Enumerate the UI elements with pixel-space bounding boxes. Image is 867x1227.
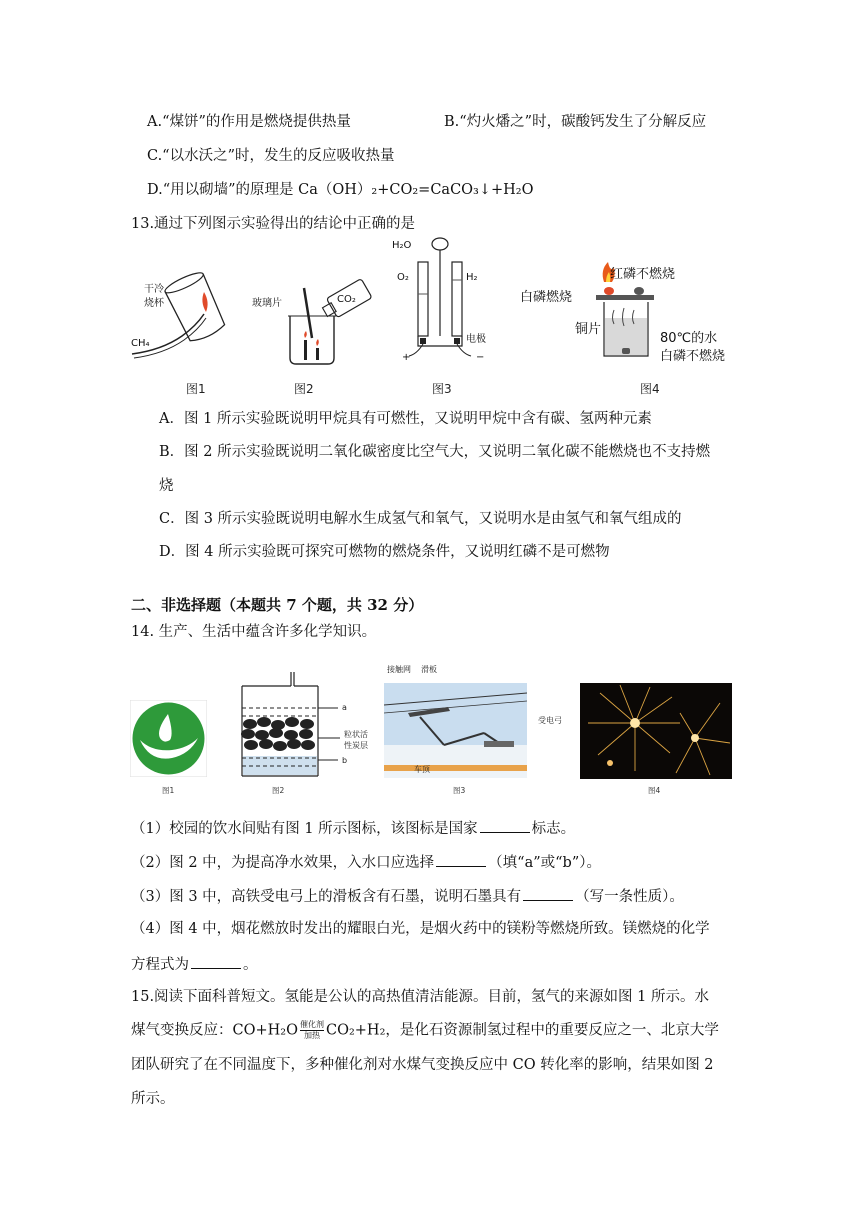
q15-equation-left: 煤气变换反应：CO+H₂O	[131, 1022, 298, 1039]
q13-option-b-1: B．图 2 所示实验既说明二氧化碳密度比空气大，又说明二氧化碳不能燃烧也不支持燃	[159, 444, 711, 460]
q14-sub-1-text: （1）校园的饮水间贴有图 1 所示图标，该图标是国家	[131, 821, 478, 837]
q14-sub-3	[131, 886, 684, 906]
q12-option-d: D.“用以砌墙”的原理是 Ca（OH）₂+CO₂=CaCO₃↓+H₂O	[147, 182, 534, 198]
q12-option-b: B.“灼火燔之”时，碳酸钙发生了分解反应	[444, 114, 707, 130]
fig3-label-electrode: 电极	[466, 334, 486, 345]
fig2-caption: 图2	[294, 382, 314, 396]
q14-sub-2-text: （2）图 2 中，为提高净水效果，入水口应选择	[131, 855, 435, 871]
q14-sub-3-blank[interactable]	[523, 886, 573, 901]
fig3-label-o2: O₂	[397, 272, 409, 283]
q13-stem: 13.通过下列图示实验得出的结论中正确的是	[131, 216, 416, 232]
fig4-label-red-p: 红磷不燃烧	[610, 267, 676, 282]
q14-sub-3-text: （3）图 3 中，高铁受电弓上的滑板含有石墨，说明石墨具有	[131, 889, 522, 905]
q14-sub-1-blank[interactable]	[480, 818, 530, 833]
q15-cond-bottom: 加热	[300, 1030, 324, 1041]
fig4-label-water: 80℃的水	[660, 331, 718, 346]
fig2-label-gas: CO₂	[337, 294, 356, 305]
fig4-label-white-p-under: 白磷不燃烧	[660, 349, 726, 364]
q14-fig1-logo	[130, 700, 207, 777]
fig3-label-minus: −	[476, 352, 485, 363]
q13-option-c: C．图 3 所示实验既说明电解水生成氢气和氧气，又说明水是由氢气和氧气组成的	[159, 511, 682, 527]
q14-fig2-label-layer-2: 性炭层	[344, 741, 368, 750]
fig2-label-plate: 玻璃片	[252, 298, 282, 309]
q14-fig3-label-wire: 接触网	[387, 665, 411, 674]
q14-sub-4-line-1: （4）图 4 中，烟花燃放时发出的耀眼白光，是烟火药中的镁粉等燃烧所致。镁燃烧的化学	[131, 921, 710, 937]
q14-sub-1	[131, 818, 575, 838]
fig3-drawing	[390, 236, 500, 368]
fig4-label-copper: 铜片	[575, 322, 602, 337]
q15-line-1: 15.阅读下面科普短文。氢能是公认的高热值清洁能源。目前，氢气的来源如图 1 所示。水	[131, 989, 709, 1005]
q14-sub-1-end: 标志。	[531, 821, 576, 837]
section-2-heading: 二、非选择题（本题共 7 个题，共 32 分）	[131, 596, 424, 614]
fig2-drawing	[248, 278, 373, 370]
q14-fig3-caption: 图3	[453, 786, 466, 795]
q15-line-2	[131, 1020, 719, 1041]
fig1-label-cup-2: 烧杯	[144, 298, 164, 309]
q15-line-4: 所示。	[131, 1091, 175, 1107]
q14-sub-2	[131, 852, 601, 872]
fig3-label-plus: +	[402, 352, 411, 363]
fireworks-photo	[580, 683, 732, 779]
fig4-caption: 图4	[640, 382, 660, 396]
q14-sub-4-text: 方程式为	[131, 957, 189, 973]
q14-fig2-label-b: b	[342, 756, 348, 765]
q14-sub-2-blank[interactable]	[436, 852, 486, 867]
fig3-label-h2: H₂	[466, 272, 478, 283]
pantograph-photo	[384, 683, 527, 778]
q13-option-d: D．图 4 所示实验既可探究可燃物的燃烧条件，又说明红磷不是可燃物	[159, 544, 610, 560]
q15-reaction-condition	[300, 1020, 324, 1041]
q14-sub-3-end: （写一条性质）。	[575, 889, 684, 905]
fig3-caption: 图3	[432, 382, 452, 396]
fig1-caption: 图1	[186, 382, 206, 396]
q13-fig2	[248, 278, 373, 370]
q15-cond-top: 催化剂	[299, 1020, 324, 1029]
filter-drawing	[236, 672, 376, 780]
q14-fig4-caption: 图4	[648, 786, 661, 795]
q14-fig1-caption: 图1	[162, 786, 175, 795]
q14-sub-4-line-2	[131, 954, 258, 974]
fig3-label-h2o: H₂O	[392, 240, 412, 251]
q14-sub-4-end: 。	[243, 957, 258, 973]
q14-fig3-label-bow: 受电弓	[538, 716, 562, 725]
q15-line-3: 团队研究了在不同温度下，多种催化剂对水煤气变换反应中 CO 转化率的影响，结果如图 2	[131, 1057, 714, 1073]
water-saving-logo	[130, 700, 207, 777]
q14-sub-4-blank[interactable]	[191, 954, 241, 969]
fig1-label-cup-1: 干冷	[144, 284, 164, 295]
q12-option-c: C.“以水沃之”时，发生的反应吸收热量	[147, 148, 395, 164]
q14-fig2-label-layer-1: 粒状活	[344, 730, 368, 739]
q14-stem: 14. 生产、生活中蕴含许多化学知识。	[131, 624, 377, 640]
q14-fig2-caption: 图2	[272, 786, 285, 795]
q13-option-b-2: 烧	[159, 478, 174, 494]
q15-equation-right: CO₂+H₂，是化石资源制氢过程中的重要反应之一、北京大学	[325, 1022, 719, 1039]
q14-fig4-fireworks	[580, 683, 732, 779]
fig4-label-white-p: 白磷燃烧	[520, 290, 573, 305]
q14-sub-2-end: （填“a”或“b”）。	[488, 855, 601, 871]
q14-fig3-pantograph	[384, 683, 527, 778]
q14-fig3-label-slide: 滑板	[421, 665, 437, 674]
q13-fig3	[390, 236, 500, 368]
fig1-label-gas: CH₄	[131, 338, 150, 349]
q13-option-a: A．图 1 所示实验既说明甲烷具有可燃性，又说明甲烷中含有碳、氢两种元素	[159, 411, 652, 427]
q12-option-a: A.“煤饼”的作用是燃烧提供热量	[147, 114, 351, 130]
q14-fig3-label-roof: 车顶	[414, 765, 430, 774]
q14-fig2-filter	[236, 672, 376, 780]
q14-fig2-label-a: a	[342, 703, 347, 712]
